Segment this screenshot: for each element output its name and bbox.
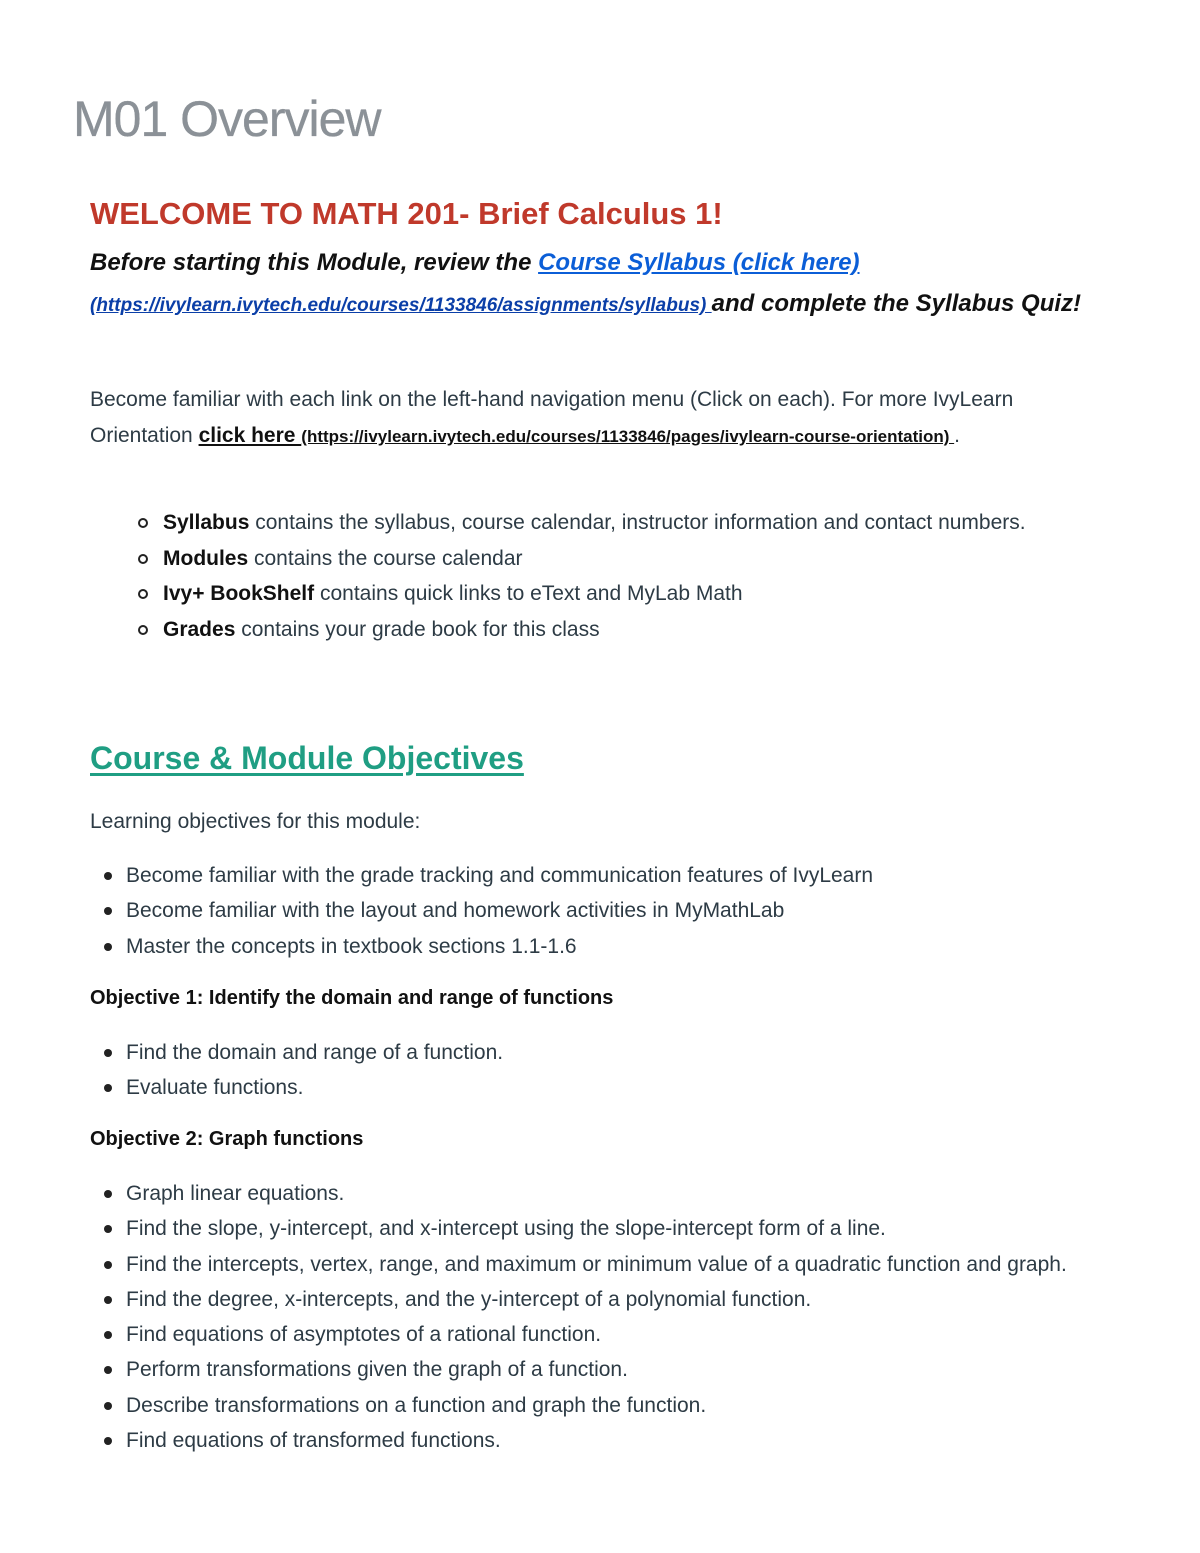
nav-item-desc: contains your grade book for this class	[235, 617, 600, 641]
list-item	[126, 1317, 1136, 1352]
list-item	[163, 541, 1083, 577]
nav-item-desc: contains quick links to eText and MyLab Math	[314, 582, 743, 605]
list-item-text: Find equations of asymptotes of a rational function.	[126, 1323, 602, 1347]
nav-item-desc: contains the syllabus, course calendar, instructor information and contact numbers.	[249, 511, 1026, 534]
list-item	[163, 576, 1083, 612]
circle-bullet-icon	[138, 518, 148, 528]
nav-item-name: Grades	[163, 617, 236, 641]
bullet-icon	[104, 1331, 112, 1339]
list-item	[163, 612, 1083, 648]
bullet-icon	[104, 1084, 112, 1092]
list-item-text: Master the concepts in textbook sections 1.1-1.6	[126, 934, 577, 958]
list-item-text: Find equations of transformed functions.	[126, 1429, 501, 1453]
nav-items-list	[163, 505, 1083, 647]
list-item	[126, 1035, 1126, 1070]
familiar-paragraph	[90, 382, 1090, 455]
familiar-text: Become familiar with each link on the left-hand navigation menu (Click on each). For more IvyLearn Orientation	[90, 388, 1014, 447]
orientation-url-link[interactable]: (https://ivylearn.ivytech.edu/courses/1133846/pages/ivylearn-course-orientation)	[301, 427, 955, 446]
intro-after: and complete the Syllabus Quiz!	[711, 290, 1082, 317]
list-item-text: Describe transformations on a function and graph the function.	[126, 1393, 707, 1417]
bullet-icon	[104, 1402, 112, 1410]
list-item-text: Become familiar with the layout and homework activities in MyMathLab	[126, 899, 785, 923]
list-item	[126, 1388, 1136, 1423]
list-item-text: Find the slope, y-intercept, and x-intercept using the slope-intercept form of a line.	[126, 1217, 886, 1241]
objectives-heading[interactable]: Course & Module Objectives	[90, 740, 524, 776]
list-item	[126, 1352, 1136, 1387]
list-item-text: Find the domain and range of a function.	[126, 1041, 504, 1064]
course-syllabus-link[interactable]: Course Syllabus (click here)	[538, 249, 860, 276]
circle-bullet-icon	[138, 589, 148, 599]
bullet-icon	[104, 943, 112, 951]
circle-bullet-icon	[138, 625, 148, 635]
list-item-text: Perform transformations given the graph of a function.	[126, 1358, 628, 1382]
circle-bullet-icon	[138, 554, 148, 564]
intro-paragraph	[90, 242, 1120, 326]
list-item	[126, 929, 1126, 964]
bullet-icon	[104, 1437, 112, 1445]
list-item	[126, 1211, 1136, 1246]
list-item	[126, 858, 1126, 893]
list-item	[163, 505, 1083, 541]
list-item-text: Graph linear equations.	[126, 1182, 345, 1205]
bullet-icon	[104, 1261, 112, 1269]
familiar-end: .	[954, 424, 960, 447]
list-item	[126, 1423, 1136, 1458]
objective-2-list	[126, 1176, 1136, 1458]
list-item-text: Find the intercepts, vertex, range, and maximum or minimum value of a quadratic function and graph.	[126, 1252, 1067, 1276]
list-item-text: Become familiar with the grade tracking and communication features of IvyLearn	[126, 864, 874, 887]
list-item-text: Evaluate functions.	[126, 1076, 304, 1100]
bullet-icon	[104, 1225, 112, 1233]
list-item	[126, 1176, 1136, 1211]
intro-before: Before starting this Module, review the	[90, 249, 539, 276]
learning-lead: Learning objectives for this module:	[90, 810, 421, 833]
nav-item-desc: contains the course calendar	[248, 546, 523, 570]
orientation-link[interactable]: click here	[198, 424, 302, 447]
objective-2-heading: Objective 2: Graph functions	[90, 1128, 364, 1150]
list-item-text: Find the degree, x-intercepts, and the y-intercept of a polynomial function.	[126, 1287, 812, 1311]
bullet-icon	[104, 1190, 112, 1198]
bullet-icon	[104, 907, 112, 915]
list-item	[126, 1282, 1136, 1317]
syllabus-url-link[interactable]: (https://ivylearn.ivytech.edu/courses/1133846/assignments/syllabus)	[90, 295, 712, 316]
objective-1-heading: Objective 1: Identify the domain and range of functions	[90, 987, 614, 1009]
bullet-icon	[104, 1366, 112, 1374]
bullet-icon	[104, 872, 112, 880]
bullet-icon	[104, 1049, 112, 1057]
nav-item-name: Modules	[163, 546, 249, 570]
list-item	[126, 893, 1126, 928]
list-item	[126, 1070, 1126, 1105]
objective-1-list	[126, 1035, 1126, 1106]
page-title: M01 Overview	[73, 91, 381, 147]
nav-item-name: Syllabus	[163, 511, 250, 534]
welcome-heading: WELCOME TO MATH 201- Brief Calculus 1!	[90, 196, 723, 231]
module-objectives-list	[126, 858, 1126, 964]
list-item	[126, 1247, 1136, 1282]
nav-item-name: Ivy+ BookShelf	[163, 582, 315, 605]
bullet-icon	[104, 1296, 112, 1304]
